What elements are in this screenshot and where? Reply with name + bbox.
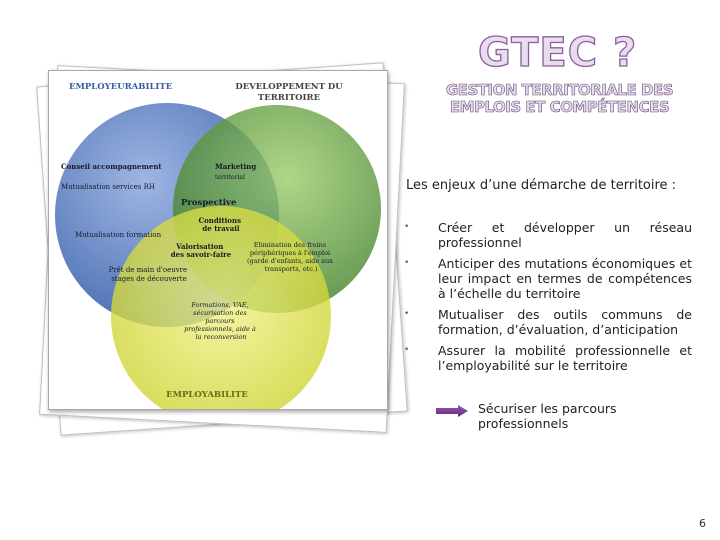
slide-subtitle: GESTION TERRITORIALE DES EMPLOIS ET COMPÉTENCES [445, 81, 674, 116]
bullet-icon: • [404, 345, 410, 355]
result-text: Sécuriser les parcours professionnels [478, 401, 617, 431]
item-pret-line1: Prêt de main d'oeuvre [108, 266, 188, 274]
item-valorisation-line1: Valorisation [176, 242, 224, 251]
item-pret [109, 266, 190, 283]
diagram-photo [30, 58, 400, 428]
item-mutualisation-rh: Mutualisation services RH [61, 183, 155, 191]
slide-title: GTEC ? [478, 30, 638, 76]
item-mutualisation-formation: Mutualisation formation [75, 231, 162, 239]
venn-diagram [49, 71, 387, 409]
label-developpement-line: TERRITOIRE [257, 93, 321, 103]
item-conditions [199, 216, 244, 233]
item-formations-line2: sécurisation des [193, 309, 247, 317]
item-marketing: Marketing [215, 162, 257, 171]
bullet-item [404, 307, 692, 337]
bullet-text: Assurer la mobilité professionnelle et l’employabilité sur le territoire [438, 343, 692, 373]
bullet-icon: • [404, 222, 410, 232]
item-formations-line3: parcours [205, 317, 235, 325]
bullet-icon: • [404, 309, 410, 319]
item-formations-line1: Formations, VAE, [191, 301, 249, 309]
bullet-item [404, 220, 692, 250]
arrow-right-icon [436, 405, 468, 417]
label-employabilite: EMPLOYABILITE [166, 390, 248, 400]
venn-diagram-frame [48, 70, 388, 410]
bullet-text: Anticiper des mutations économiques et leur impact en termes de compétences à l’échelle du territoire [438, 256, 692, 301]
item-territorial: territorial [215, 174, 245, 181]
item-elimination-line4: transports, etc.) [264, 265, 318, 273]
page-number: 6 [699, 517, 706, 530]
item-conseil: Conseil accompagnement [61, 162, 162, 171]
item-formations-line5: la reconversion [195, 333, 247, 341]
item-valorisation-line2: des savoir-faire [170, 250, 232, 259]
item-prospective: Prospective [181, 198, 237, 208]
item-conditions-line1: Conditions [198, 216, 242, 225]
label-developpement [235, 82, 343, 103]
bullet-list [404, 220, 692, 379]
item-elimination-line3: (garde d'enfants, aide aux [246, 257, 333, 265]
bullet-text: Créer et développer un réseau professionnel [438, 220, 692, 250]
item-pret-line2: stages de découverte [111, 275, 187, 283]
bullet-text: Mutualiser des outils communs de formation, d’évaluation, d’anticipation [438, 307, 692, 337]
item-elimination-line1: Elimination des freins [253, 241, 327, 249]
item-formations-line4: professionnels, aide à [184, 325, 256, 333]
item-conditions-line2: de travail [202, 224, 240, 233]
label-developpement-line: DEVELOPPEMENT DU [235, 82, 343, 92]
intro-text: Les enjeux d’une démarche de territoire : [406, 178, 677, 193]
label-employeurabilite: EMPLOYEURABILITE [69, 82, 173, 92]
bullet-item [404, 343, 692, 373]
item-elimination-line2: périphériques à l'emploi [249, 249, 331, 257]
item-valorisation [171, 242, 232, 259]
bullet-icon: • [404, 258, 410, 268]
bullet-item [404, 256, 692, 301]
